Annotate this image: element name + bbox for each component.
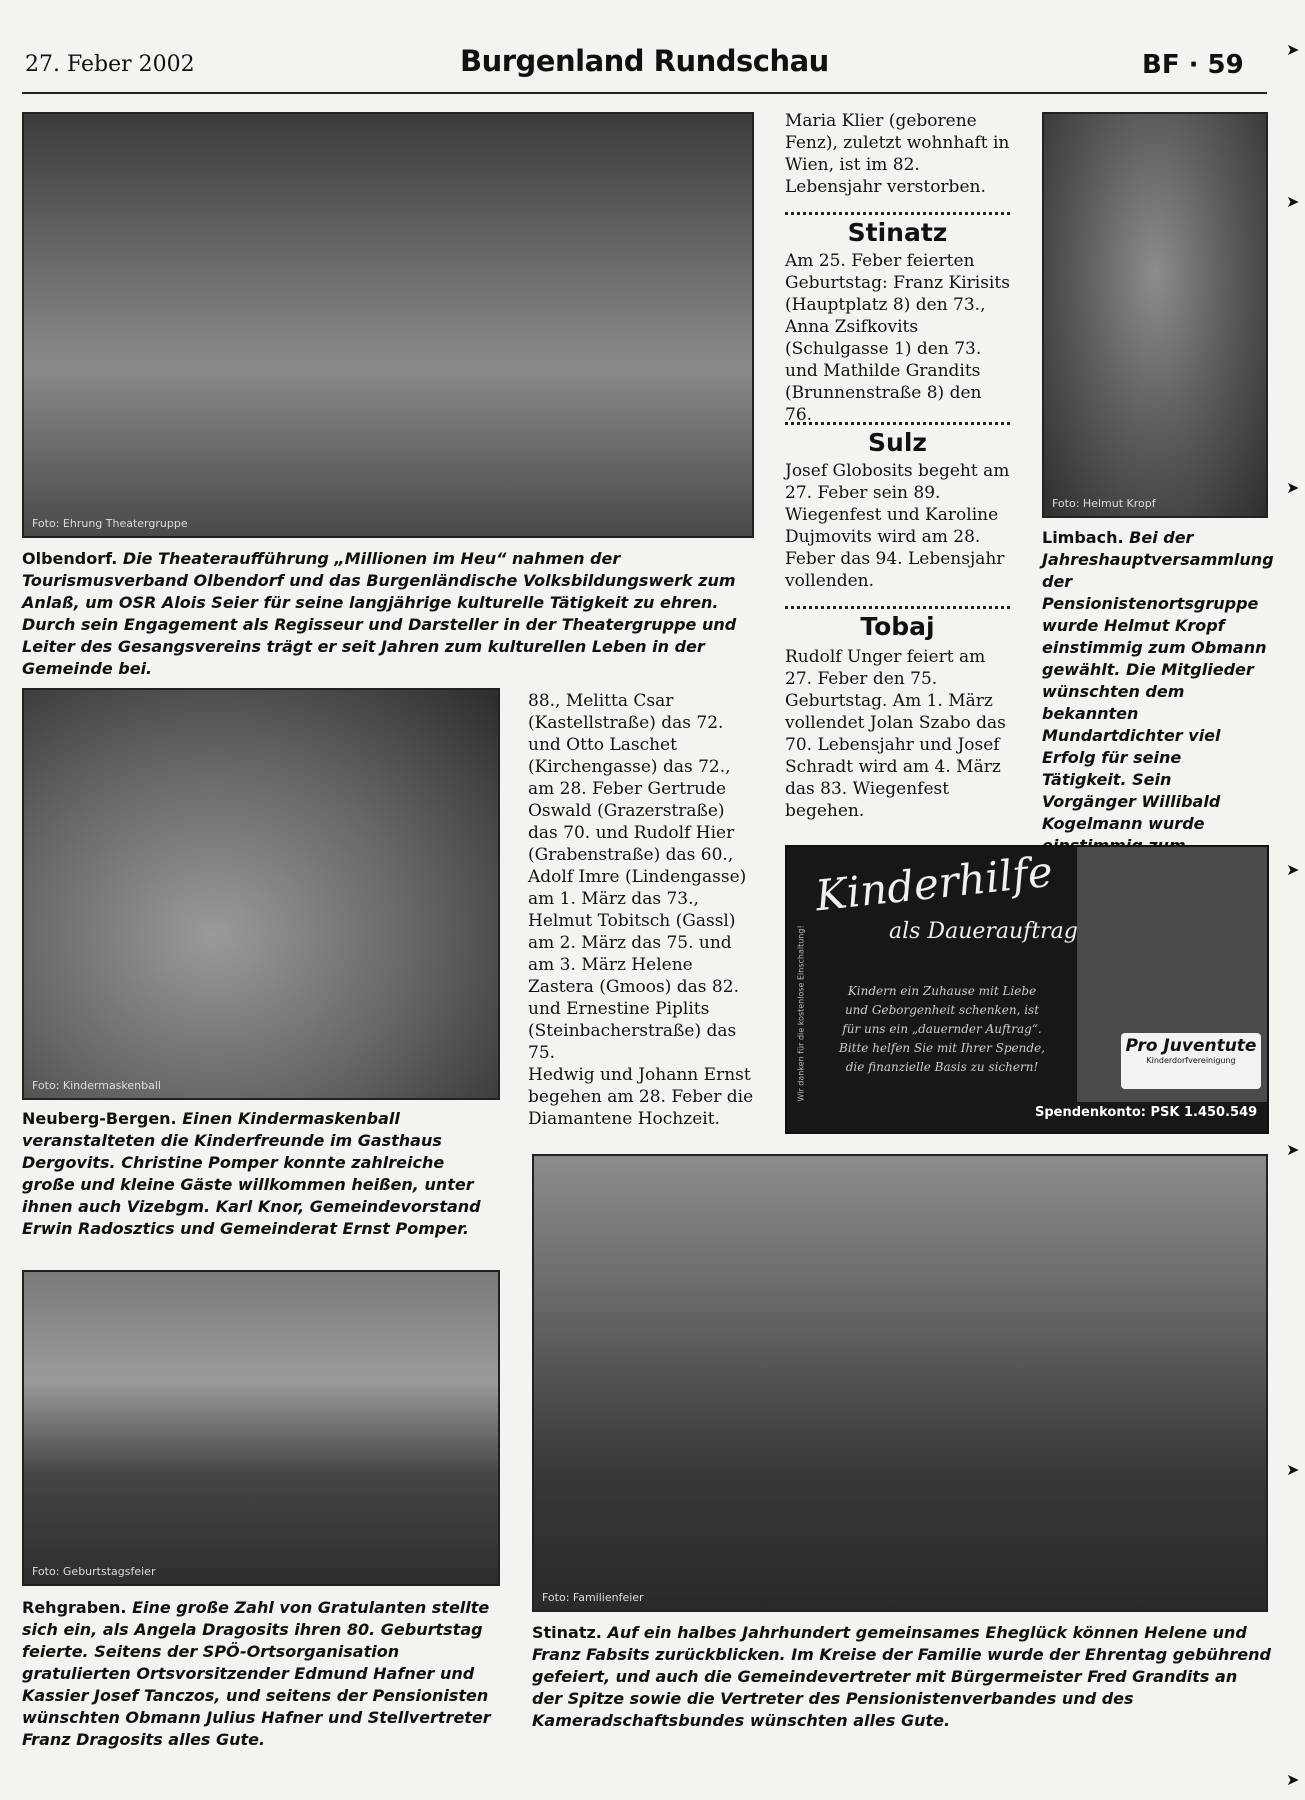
caption-place: Neuberg-Bergen. (22, 1109, 177, 1128)
sulz-birthdays-text: Josef Globosits begeht am 27. Feber sein 89. Wiegenfest und Karoline Dujmovits wird am 28. Feber das 94. Lebensjahr vollenden. (785, 461, 1010, 591)
rehgraben-caption (22, 1597, 502, 1751)
caption-text: Bei der Jahreshauptversammlung der Pensionistenortsgruppe wurde Helmut Kropf einstimmig zum Obmann gewählt. Die Mitglieder wünschten dem bekannten Mundartdichter viel Erfolg für seine Tätigkeit. Sein Vorgänger Willibald Kogelmann wurde (1042, 528, 1274, 833)
sulz-heading: Sulz (868, 428, 927, 457)
ad-subtitle: als Dauerauftrag (889, 919, 1078, 944)
neuberg-caption (22, 1108, 502, 1240)
edge-mark: ➤ (1286, 860, 1300, 879)
ad-body: Kindern ein Zuhause mit Liebe und Geborgenheit schenken, ist für uns ein „dauernder Auftrag“. Bitte helfen Sie mit Ihrer Spende, die finanzielle Basis zu sichern! (839, 984, 1045, 1074)
kinderhilfe-ad (785, 845, 1269, 1134)
caption-text: Eine große Zahl von Gratulanten stellte sich ein, als Angela Dragosits ihren 80. Geburtstag feierte. Seitens der SPÖ-Ortsorganisation gratulierten Ortsvorsitzender Edmund Hafner und Kassier Josef Tanczos, und seitens der Pensionisten wünschten Obmann Julius Hafner und Stellvertreter Franz Dragosits alles Gute. (22, 1598, 491, 1749)
birthday-list-text: 88., Melitta Csar (Kastellstraße) das 72. und Otto Laschet (Kirchengasse) das 72., am 28. Feber Gertrude Oswald (Grazerstraße) das 70. und Rudolf Hier (Grabenstraße) das 60., Adolf Imre (Lindengasse) am 1. März das 73., Helmut Tobitsch (Gassl) am 2. März das 75. und am 3. März Helene Zastera (Gmoos) das 82. und Ernestine Piplits (Steinbacherstraße) das 75. (528, 691, 747, 1063)
obituary-text: Maria Klier (geborene Fenz), zuletzt wohnhaft in Wien, ist im 82. Lebensjahr verstorben. (785, 111, 1010, 197)
edge-mark: ➤ (1286, 40, 1300, 59)
ad-vertical-note: Wir danken für die kostenlose Einschaltung! (796, 925, 806, 1102)
logo-tagline: Kinderdorfvereinigung (1146, 1056, 1236, 1065)
caption-place: Olbendorf. (22, 549, 118, 568)
ad-script-title: Kinderhilfe (813, 846, 1055, 921)
stinatz-caption (532, 1622, 1272, 1732)
edge-mark: ➤ (1286, 478, 1300, 497)
column-mid (528, 690, 756, 1130)
olbendorf-photo-label: Foto: Ehrung Theatergruppe (32, 517, 188, 530)
limbach-portrait-photo (1042, 112, 1268, 518)
rehgraben-photo (22, 1270, 500, 1586)
caption-text: Einen Kindermaskenball veranstalteten die Kinderfreunde im Gasthaus Dergovits. Christine Pomper konnte zahlreiche große und kleine Gäste willkommen heißen, unter ihnen auch Vizebgm. Karl Knor, Gemeindevorstand Erwin Radosztics und Gemeinderat Ernst Pomper. (22, 1109, 481, 1238)
stinatz-birthdays (785, 250, 1013, 426)
caption-place: Stinatz. (532, 1623, 602, 1642)
wedding-text: Hedwig und Johann Ernst begehen am 28. Feber die Diamantene Hochzeit. (528, 1065, 754, 1129)
limbach-caption (1042, 527, 1274, 879)
page-code: BF · 59 (1142, 50, 1244, 80)
divider-dots (785, 212, 1010, 215)
neuberg-photo-label: Foto: Kindermaskenball (32, 1079, 161, 1092)
olbendorf-caption (22, 548, 762, 680)
edge-mark: ➤ (1286, 192, 1300, 211)
caption-place: Rehgraben. (22, 1598, 127, 1617)
caption-text: Die Theateraufführung „Millionen im Heu“ nahmen der Tourismusverband Olbendorf und das Burgenländische Volksbildungswerk zum Anlaß, um OSR Alois Seier für seine langjährige kulturelle Tätigkeit zu ehren. Durch sein Engagement als Regisseur und Darsteller in der Theatergruppe und Leiter des Gesangsvereins trägt er seit Jahren zum kulturellen Leben in der Gemeinde bei. (22, 549, 737, 678)
sulz-birthdays (785, 460, 1013, 592)
portrait-photo-label: Foto: Helmut Kropf (1052, 497, 1156, 510)
column-top (785, 110, 1013, 198)
olbendorf-photo (22, 112, 754, 538)
stinatz-heading: Stinatz (847, 218, 948, 247)
neuberg-photo (22, 688, 500, 1100)
rehgraben-photo-label: Foto: Geburtstagsfeier (32, 1565, 156, 1578)
tobaj-birthdays-text: Rudolf Unger feiert am 27. Feber den 75. Geburtstag. Am 1. März vollendet Jolan Szabo das 70. Lebensjahr und Josef Schradt wird am 4. März das 83. Wiegenfest begehen. (785, 647, 1006, 821)
edge-mark: ➤ (1286, 1770, 1300, 1789)
tobaj-birthdays (785, 646, 1013, 822)
stinatz-photo-label: Foto: Familienfeier (542, 1591, 644, 1604)
stinatz-birthdays-text: Am 25. Feber feierten Geburtstag: Franz Kirisits (Hauptplatz 8) den 73., Anna Zsifkovits (Schulgasse 1) den 73. und Mathilde Grandits (Brunnenstraße 8) den 76. (785, 251, 1010, 425)
masthead: Burgenland Rundschau (460, 44, 829, 78)
caption-text: Auf ein halbes Jahrhundert gemeinsames Eheglück können Helene und Franz Fabsits zurückblicken. Im Kreise der Familie wurde der Ehrentag gebührend gefeiert, und auch die Gemeindevertreter mit Bürgermeister Fred Grandits an der Spitze sowie die Vertreter des Pensionistenverbandes und des Kameradschaftsbundes wünschten alles Gute. (532, 1623, 1271, 1730)
ad-account: Spendenkonto: PSK 1.450.549 (1035, 1105, 1258, 1120)
pro-juventute-logo (1121, 1033, 1261, 1089)
header-rule (22, 92, 1267, 94)
divider-dots (785, 606, 1010, 609)
caption-place: Limbach. (1042, 528, 1124, 547)
stinatz-photo (532, 1154, 1268, 1612)
tobaj-heading: Tobaj (860, 612, 935, 641)
divider-dots (785, 422, 1010, 425)
edge-mark: ➤ (1286, 1460, 1300, 1479)
edge-mark: ➤ (1286, 1140, 1300, 1159)
issue-date: 27. Feber 2002 (25, 52, 195, 77)
logo-name: Pro Juventute (1125, 1036, 1257, 1056)
